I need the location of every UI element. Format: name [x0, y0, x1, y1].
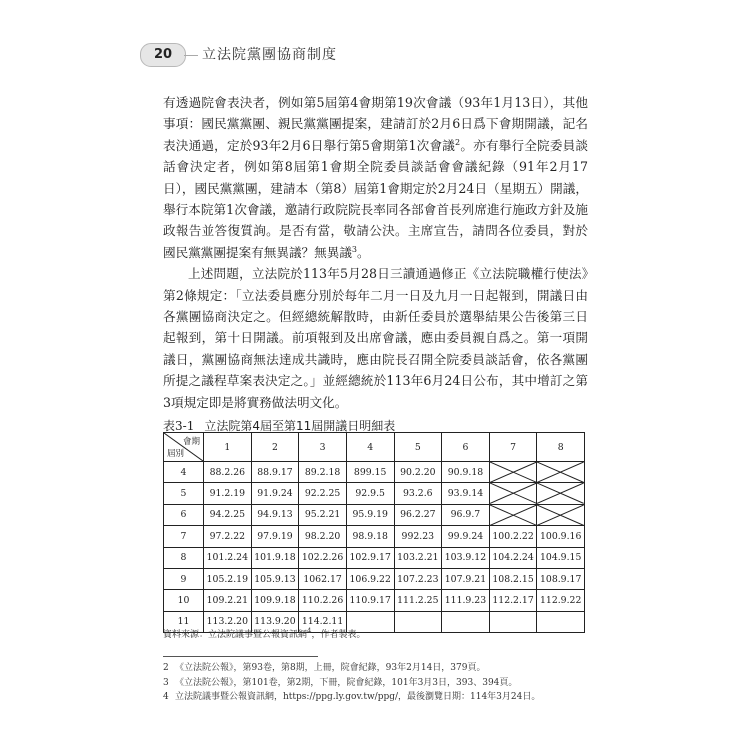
term-cell: 4: [164, 462, 204, 483]
paragraph-2: 上述問題，立法院於113年5月28日三讀通過修正《立法院職權行使法》第2條規定：「立法委員應分別於每年二月一日及九月一日起報到，開議日由各黨團協商決定之。但經總統解散時，由新任委員於選舉結果公告後第三日起報到，第十日開議。前項報到及出席會議，應由委員親自爲之。第一項開議日，黨團協商無法達成共識時，應由院長召開全院委員談話會，依各黨團所提之議程草案表決定之。」並經總統於113年6月24日公布，其中增訂之第3項規定即是將實務做法明文化。: [163, 266, 588, 410]
table-header-row: [164, 433, 585, 462]
date-cell: 98.9.18: [346, 526, 394, 547]
table-row: [164, 462, 585, 483]
footnote-number: 3: [163, 677, 169, 688]
date-cell: 112.9.22: [537, 590, 585, 611]
column-header: 4: [346, 433, 394, 462]
page-number: 20: [140, 43, 186, 67]
date-cell: 94.9.13: [251, 504, 299, 525]
date-cell: 105.9.13: [251, 568, 299, 589]
crossed-cell: [489, 483, 537, 504]
date-cell: [442, 611, 490, 632]
footnote-ref-2[interactable]: 2: [455, 137, 461, 147]
date-cell: [537, 611, 585, 632]
term-cell: 5: [164, 483, 204, 504]
column-header: 3: [299, 433, 347, 462]
date-cell: 90.2.20: [394, 462, 442, 483]
date-cell: 103.9.12: [442, 547, 490, 568]
date-cell: 102.2.26: [299, 547, 347, 568]
date-cell: 91.9.24: [251, 483, 299, 504]
table-row: [164, 504, 585, 525]
crossed-cell: [489, 462, 537, 483]
date-cell: 108.2.15: [489, 568, 537, 589]
date-cell: 113.2.20: [204, 611, 252, 632]
table-row: [164, 526, 585, 547]
running-header: [140, 40, 620, 68]
table-row: [164, 590, 585, 611]
date-cell: 90.9.18: [442, 462, 490, 483]
sessions-table: [163, 432, 585, 633]
date-cell: 100.9.16: [537, 526, 585, 547]
table-caption-number: 表3-1: [163, 419, 195, 433]
table-caption-title: 立法院第4屆至第11屆開議日明細表: [204, 419, 396, 433]
column-header: 7: [489, 433, 537, 462]
crossed-cell: [537, 483, 585, 504]
term-cell: 10: [164, 590, 204, 611]
term-cell: 8: [164, 547, 204, 568]
crossed-cell: [537, 504, 585, 525]
footnote-ref-3[interactable]: 3: [351, 244, 357, 254]
header-rule: [184, 55, 198, 56]
date-cell: [489, 611, 537, 632]
footnote-text: 立法院議事暨公報資訊網，https://ppg.ly.gov.tw/ppg/，最後瀏覽日期：114年3月24日。: [175, 692, 541, 702]
date-cell: 109.9.18: [251, 590, 299, 611]
term-cell: 9: [164, 568, 204, 589]
date-cell: 97.9.19: [251, 526, 299, 547]
date-cell: 101.9.18: [251, 547, 299, 568]
footnote-rule: [163, 656, 318, 657]
crossed-cell: [537, 462, 585, 483]
date-cell: 95.9.19: [346, 504, 394, 525]
date-cell: 899.15: [346, 462, 394, 483]
paragraph-1: 有透過院會表決者，例如第5屆第4會期第19次會議（93年1月13日），其他事項：國民黨黨團、親民黨黨團提案，建請訂於2月6日爲下會期開議，記名表決通過，定於93年2月6日舉行第5會期第1次會議$^2$。亦有舉行全院委員談話會決定者，例如第8屆第1會期全院委員談話會會議紀錄（91年2月17日），國民黨黨團，建請本（第8）屆第1會期定於2月24日（星期五）開議，舉行本院第1次會議，邀請行政院院長率同各部會首長列席進行施政方針及施政報告並答復質詢。是否有當，敬請公決。主席宣告，請問各位委員，對於國民黨黨團提案有無異議？無異議$^3$。: [163, 95, 589, 260]
table-row: [164, 547, 585, 568]
date-cell: 92.9.5: [346, 483, 394, 504]
footnote: [163, 690, 593, 705]
corner-label-term: 屆別: [167, 449, 185, 459]
date-cell: 105.2.19: [204, 568, 252, 589]
date-cell: 92.2.25: [299, 483, 347, 504]
date-cell: 110.2.26: [299, 590, 347, 611]
date-cell: 114.2.11: [299, 611, 347, 632]
column-header: 2: [251, 433, 299, 462]
cross-mark: [490, 483, 537, 503]
date-cell: 103.2.21: [394, 547, 442, 568]
body-text: [163, 92, 588, 413]
cross-mark: [490, 505, 537, 525]
cross-mark: [537, 462, 584, 482]
running-title: 立法院黨團協商制度: [202, 47, 337, 63]
date-cell: 112.2.17: [489, 590, 537, 611]
column-header: 8: [537, 433, 585, 462]
crossed-cell: [489, 504, 537, 525]
term-cell: 11: [164, 611, 204, 632]
date-cell: 110.9.17: [346, 590, 394, 611]
footnote-ref-4[interactable]: 4: [307, 627, 312, 635]
footnote: [163, 661, 593, 676]
column-header: 5: [394, 433, 442, 462]
table-row: [164, 568, 585, 589]
date-cell: 102.9.17: [346, 547, 394, 568]
date-cell: 107.2.23: [394, 568, 442, 589]
date-cell: 96.9.7: [442, 504, 490, 525]
date-cell: 100.2.22: [489, 526, 537, 547]
date-cell: 88.9.17: [251, 462, 299, 483]
table-source: 資料來源：立法院議事暨公報資訊網$^4$，作者製表。: [163, 627, 366, 640]
date-cell: 992.23: [394, 526, 442, 547]
corner-label-session: 會期: [182, 437, 200, 447]
table-row: [164, 483, 585, 504]
footnote-text: 《立法院公報》，第93卷，第8期，上冊，院會紀錄，93年2月14日，379頁。: [175, 663, 486, 673]
date-cell: 111.2.25: [394, 590, 442, 611]
date-cell: 93.9.14: [442, 483, 490, 504]
footnote-number: 2: [163, 663, 169, 673]
date-cell: 104.2.24: [489, 547, 537, 568]
column-header: 6: [442, 433, 490, 462]
date-cell: 106.9.22: [346, 568, 394, 589]
table-corner-cell: [164, 433, 204, 462]
date-cell: 109.2.21: [204, 590, 252, 611]
date-cell: 95.2.21: [299, 504, 347, 525]
footnotes: [163, 661, 593, 705]
cross-mark: [537, 505, 584, 525]
date-cell: 99.9.24: [442, 526, 490, 547]
footnote-number: 4: [163, 692, 169, 702]
date-cell: 94.2.25: [204, 504, 252, 525]
date-cell: 104.9.15: [537, 547, 585, 568]
date-cell: [394, 611, 442, 632]
date-cell: 91.2.19: [204, 483, 252, 504]
column-header: 1: [204, 433, 252, 462]
term-cell: 6: [164, 504, 204, 525]
date-cell: 113.9.20: [251, 611, 299, 632]
cross-mark: [537, 483, 584, 503]
date-cell: 89.2.18: [299, 462, 347, 483]
date-cell: 107.9.21: [442, 568, 490, 589]
date-cell: 111.9.23: [442, 590, 490, 611]
footnote: [163, 676, 593, 691]
date-cell: 101.2.24: [204, 547, 252, 568]
date-cell: 96.2.27: [394, 504, 442, 525]
date-cell: 98.2.20: [299, 526, 347, 547]
cross-mark: [490, 462, 537, 482]
date-cell: 1062.17: [299, 568, 347, 589]
date-cell: 93.2.6: [394, 483, 442, 504]
date-cell: 88.2.26: [204, 462, 252, 483]
table-body: [164, 462, 585, 633]
date-cell: 97.2.22: [204, 526, 252, 547]
date-cell: 108.9.17: [537, 568, 585, 589]
term-cell: 7: [164, 526, 204, 547]
footnote-text: 《立法院公報》，第101卷，第2期，下冊，院會紀錄，101年3月3日，393、394頁。: [175, 677, 518, 688]
